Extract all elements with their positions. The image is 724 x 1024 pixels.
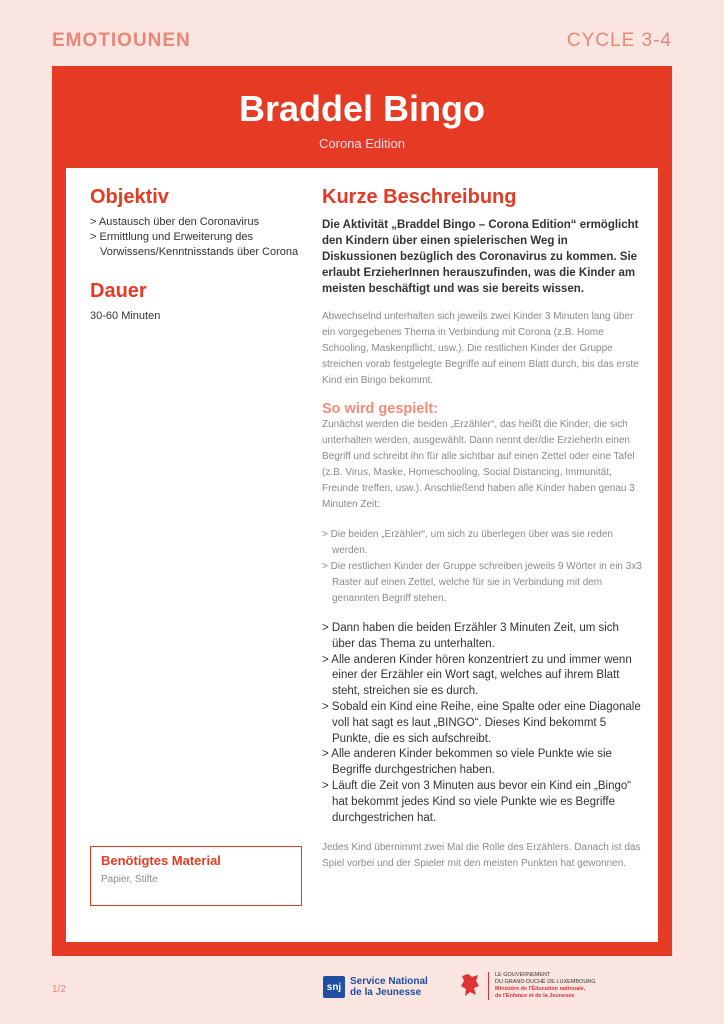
objektiv-heading: Objektiv: [90, 186, 169, 208]
beschreibung-heading: Kurze Beschreibung: [322, 186, 517, 208]
list-item: > Die beiden „Erzähler“, um sich zu überlegen über was sie reden werden.: [322, 527, 642, 559]
snj-name-line-2: de la Jeunesse: [350, 987, 422, 998]
page-title: Braddel Bingo: [238, 88, 485, 129]
list-item: > Ermittlung und Erweiterung des Vorwissens/Kenntnisstands über Corona: [90, 230, 300, 260]
spiel-text: Zunächst werden die beiden „Erzähler“, das heißt die Kinder, die sich unterhalten werden, ausgewählt. Dann nennt der/die ErzieherIn einen Begriff und schreibt ihn für alle sichtbar auf einen Zettel oder eine Tafel (z.B. Virus, Maske, Homeschooling, Social Distancing, Immunität, Freunde treffen, usw.). Anschließend haben alle Kinder haben genau 3 Minuten Zeit:: [322, 419, 635, 510]
list-item: > Dann haben die beiden Erzähler 3 Minuten Zeit, um sich über das Thema zu unterhalten.: [322, 621, 642, 653]
government-logo: [458, 972, 596, 1000]
beschreibung-intro: Die Aktivität „Braddel Bingo – Corona Edition“ ermöglicht den Kindern über einen spielerischen Weg in Diskussionen bezüglich des Coronavirus zu kommen. Sie erlaubt ErzieherInnen herauszufinden, was die Kinder am meisten beschäftigt und was sie bereits wissen.: [322, 219, 639, 295]
snj-logo: [323, 976, 428, 998]
cycle-label: CYCLE 3-4: [566, 30, 672, 51]
left-column: [90, 186, 300, 324]
snj-name: [350, 976, 428, 998]
gov-line-2: DU GRAND-DUCHÉ DE LUXEMBOURG: [495, 979, 596, 985]
category-label: EMOTIOUNEN: [52, 30, 191, 51]
spiel-prep-list: [322, 527, 642, 607]
snj-name-line-1: Service National: [350, 976, 428, 987]
gov-line-3: Ministère de l'Éducation nationale,: [495, 986, 586, 992]
content-card: [66, 168, 658, 942]
spiel-heading: So wird gespielt:: [322, 401, 439, 417]
beschreibung-paragraph: Abwechselnd unterhalten sich jeweils zwei Kinder 3 Minuten lang über ein vorgegebenes Thema in Verbindung mit Corona (z.B. Home Schooling, Maskenpflicht, usw.). Die restlichen Kinder der Gruppe streichen vorab festgelegte Begriffe auf einem Blatt durch, bis das erste Kind ein Bingo bekommt.: [322, 311, 639, 386]
spiel-closing: Jedes Kind übernimmt zwei Mal die Rolle des Erzählers. Danach ist das Spiel vorbei und der Spieler mit den meisten Punkten hat gewonnen.: [322, 842, 641, 870]
snj-mark-icon: snj: [323, 976, 345, 998]
list-item: > Austausch über den Coronavirus: [90, 215, 300, 230]
objektiv-list: [90, 215, 300, 260]
list-item: > Läuft die Zeit von 3 Minuten aus bevor ein Kind ein „Bingo“ hat bekommt jedes Kind so viele Punkte wie es Begriffe durchgestrichen hat.: [322, 779, 642, 826]
material-text: Papier, Stifte: [101, 874, 158, 885]
list-item: > Sobald ein Kind eine Reihe, eine Spalte oder eine Diagonale voll hat sagt es laut „BINGO“. Dieses Kind bekommt 5 Punkte, die es sich aufschreibt.: [322, 700, 642, 747]
spiel-steps-list: [322, 621, 642, 826]
gov-line-4: de l'Enfance et de la Jeunesse: [495, 993, 575, 999]
list-item: > Die restlichen Kinder der Gruppe schreiben jeweils 9 Wörter in ein 3x3 Raster auf einen Zettel, welche für sie in Verbindung mit dem genannten Begriff stehen.: [322, 559, 642, 607]
gov-line-1: LE GOUVERNEMENT: [495, 972, 551, 978]
list-item: > Alle anderen Kinder bekommen so viele Punkte wie sie Begriffe durchgestrichen haben.: [322, 747, 642, 779]
material-heading: Benötigtes Material: [101, 853, 221, 868]
material-box: [90, 846, 302, 906]
right-column: [322, 186, 642, 872]
page-number: 1/2: [52, 984, 66, 995]
dauer-heading: Dauer: [90, 280, 147, 302]
dauer-text: 30-60 Minuten: [90, 310, 161, 322]
activity-frame: [52, 66, 672, 956]
lion-icon: [458, 972, 482, 998]
list-item: > Alle anderen Kinder hören konzentriert zu und immer wenn einer der Erzähler ein Wort sagt, welches auf ihrem Blatt steht, streichen sie es durch.: [322, 653, 642, 700]
government-text: [488, 972, 596, 1000]
page-subtitle: Corona Edition: [319, 136, 405, 151]
